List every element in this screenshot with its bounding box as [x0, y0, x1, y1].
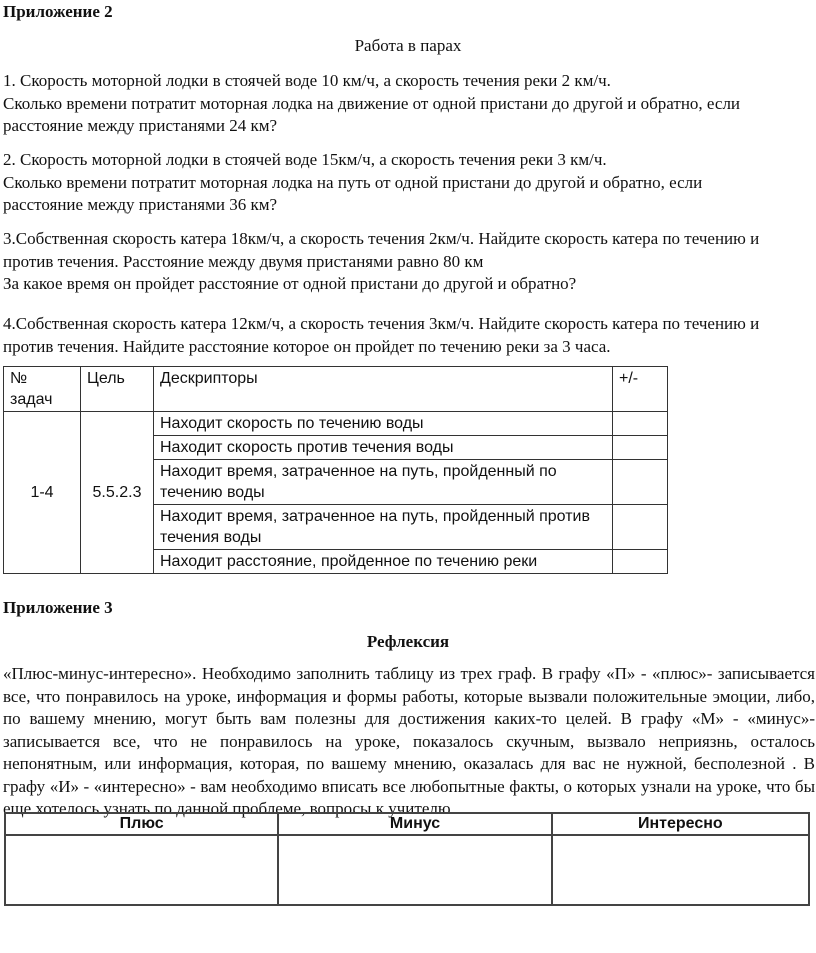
task-2-line-2: Сколько времени потратит моторная лодка на путь от одной пристани до другой и обратно, если [3, 172, 703, 192]
task-1 [3, 70, 815, 138]
mark-cell[interactable] [613, 550, 668, 574]
header-minus: Минус [278, 813, 551, 835]
appendix-2-subtitle: Работа в парах [354, 36, 462, 55]
reflection-paragraph: «Плюс-минус-интересно». Необходимо заполнить таблицу из трех граф. В графу «П» - «плюс»- записывается все, что понравилось на уроке, информация и формы работы, которые вызвали положительные эмоции, либо, по вашему мнению, могут быть вам полезны для достижения каких-то целей. В графу «М» - «минус»- записывается все, что не понравилось на уроке, показалось скучным, вызвало неприязнь, осталось непонятным, или информация, которая, по вашему мнению, оказалась для вас не нужной, бесполезной . В графу «И» - «интересно» - вам необходимо вписать все любопытные факты, о которых узнали на уроке, что бы еще хотелось узнать по данной проблеме, вопросы к учителю. [3, 664, 815, 818]
minus-cell[interactable] [278, 835, 551, 905]
header-plus: Плюс [5, 813, 278, 835]
header-task-number-line-1: № [10, 370, 28, 387]
goal-code-cell: 5.5.2.3 [81, 412, 154, 574]
criteria-header-row [4, 367, 668, 412]
task-1-line-1: 1. Скорость моторной лодки в стоячей воде 10 км/ч, а скорость течения реки 2 км/ч. [3, 71, 611, 90]
appendix-2-title: Приложение 2 [3, 2, 113, 21]
descriptor-cell: Находит скорость по течению воды [154, 412, 613, 436]
task-4-line-2: против течения. Найдите расстояние которое он пройдет по течению реки за 3 часа. [3, 336, 611, 356]
mark-cell[interactable] [613, 412, 668, 436]
descriptor-cell: Находит расстояние, пройденное по течению реки [154, 550, 613, 574]
header-goal: Цель [81, 367, 154, 412]
task-3-line-1: 3.Собственная скорость катера 18км/ч, а скорость течения 2км/ч. Найдите скорость катера по течению и [3, 229, 760, 248]
descriptor-cell: Находит время, затраченное на путь, пройденный по течению воды [154, 460, 613, 505]
plus-cell[interactable] [5, 835, 278, 905]
task-1-line-2: Сколько времени потратит моторная лодка на движение от одной пристани до другой и обратно, если [3, 93, 741, 113]
task-4-line-1: 4.Собственная скорость катера 12км/ч, а скорость течения 3км/ч. Найдите скорость катера по течению и [3, 314, 760, 333]
task-4 [3, 313, 815, 358]
descriptor-cell: Находит время, затраченное на путь, пройденный против течения воды [154, 505, 613, 550]
task-range-cell: 1-4 [4, 412, 81, 574]
task-3-line-2: против течения. Расстояние между двумя пристанями равно 80 км [3, 251, 484, 271]
mark-cell[interactable] [613, 505, 668, 550]
appendix-3-title: Приложение 3 [3, 598, 113, 617]
reflection-input-row [5, 835, 809, 905]
mark-cell[interactable] [613, 460, 668, 505]
task-3-line-3: За какое время он пройдет расстояние от одной пристани до другой и обратно? [3, 274, 577, 293]
interesting-cell[interactable] [552, 835, 809, 905]
criteria-table [3, 366, 668, 574]
header-task-number-line-2: задач [10, 391, 53, 408]
appendix-3-subtitle: Рефлексия [366, 632, 450, 651]
mark-cell[interactable] [613, 436, 668, 460]
task-2-line-3: расстояние между пристанями 36 км? [3, 195, 278, 214]
task-1-line-3: расстояние между пристанями 24 км? [3, 116, 278, 135]
header-mark: +/- [613, 367, 668, 412]
descriptor-cell: Находит скорость против течения воды [154, 436, 613, 460]
header-interesting: Интересно [552, 813, 809, 835]
table-row [4, 412, 668, 436]
header-task-number [4, 367, 81, 412]
task-2-line-1: 2. Скорость моторной лодки в стоячей воде 15км/ч, а скорость течения реки 3 км/ч. [3, 150, 607, 169]
task-3 [3, 228, 815, 296]
reflection-table [4, 812, 810, 906]
header-descriptors: Дескрипторы [154, 367, 613, 412]
reflection-header-row [5, 813, 809, 835]
task-2 [3, 149, 815, 217]
